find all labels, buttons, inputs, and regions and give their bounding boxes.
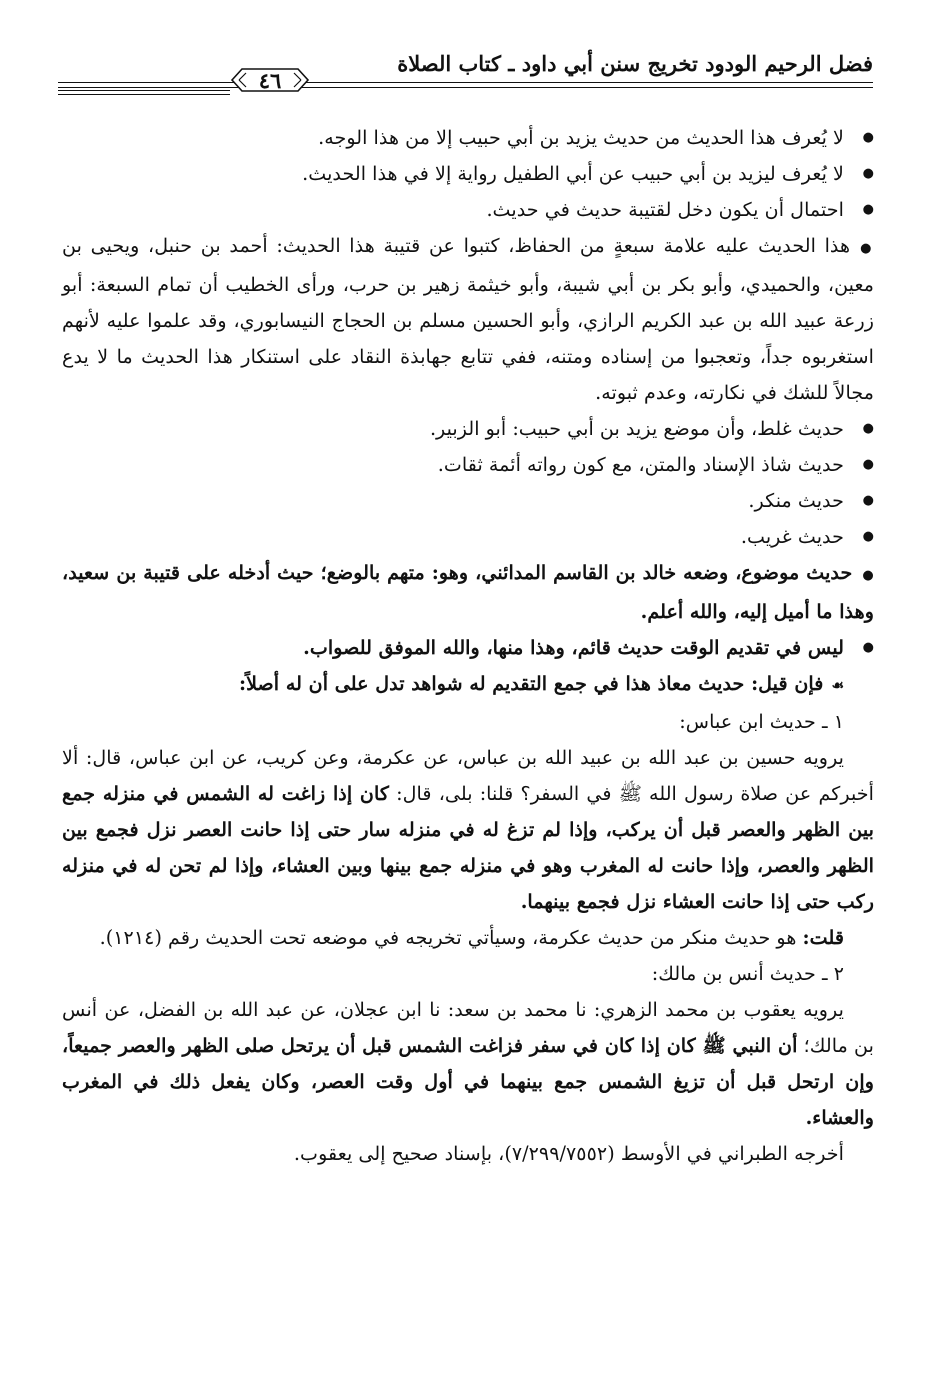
paragraph-bold-text: أن النبي ﷺ كان إذا كان في سفر فزاغت الشمس قبل أن يرتحل صلى الظهر والعصر جميعاً، وإن ارتحل قبل أن تزيغ الشمس جمع بينهما في أول وقت العصر، وكان يفعل ذلك في المغرب والعشاء. <box>62 1034 874 1129</box>
objection-text: فإن قيل: حديث معاذ هذا في جمع التقديم له شواهد تدل على أن له أصلاً: <box>238 672 824 695</box>
paragraph-text: يرويه يعقوب بن محمد الزهري: نا محمد بن سعد: نا ابن عجلان، عن عبد الله بن الفضل، عن أنس بن مالك؛ <box>62 998 875 1057</box>
bullet-item: ● لا يُعرف ليزيد بن أبي حبيب عن أبي الطفيل رواية إلا في هذا الحديث. <box>62 156 874 192</box>
header-rule-left-bottom <box>58 94 230 95</box>
paragraph-bold-text: قلت: <box>802 926 844 949</box>
bullet-item: ● حديث منكر. <box>62 483 874 519</box>
paragraph <box>62 992 874 1136</box>
paragraph-text: هو حديث منكر من حديث عكرمة، وسيأتي تخريجه في موضعه تحت الحديث رقم (١٢١٤). <box>99 926 803 949</box>
running-title: فضل الرحيم الودود تخريج سنن أبي داود ـ كتاب الصلاة <box>397 51 873 76</box>
bullet-item: ● حديث شاذ الإسناد والمتن، مع كون رواته أئمة ثقات. <box>62 447 874 483</box>
header-rule-middle <box>58 87 873 88</box>
page-number-frame <box>230 65 310 95</box>
bullet-text: هذا الحديث عليه علامة سبعةٍ من الحفاظ، كتبوا عن قتيبة هذا الحديث: أحمد بن حنبل، ويحيى بن معين، والحميدي، وأبو بكر بن أبي شيبة، وأبو خيثمة زهير بن حرب، ورأى الخطيب أن تمام السبعة: أبو زرعة عبيد الله بن عبد الكريم الرازي، وأبو الحسين مسلم بن الحجاج النيسابوري، وقد علموا عليه لأنهم استغربوه جداً، وتعجبوا من إسناده ومتنه، ففي تتابع جهابذة النقاد على استنكار هذا الحديث ما لا يدع مجالاً للشك في نكارته، وعدم ثبوته. <box>62 234 874 404</box>
header-rule-left-top <box>58 90 230 91</box>
page-body <box>62 120 874 1172</box>
page-header <box>58 50 873 110</box>
paragraph <box>62 920 874 956</box>
bullet-item: ● حديث غلط، وأن موضع يزيد بن أبي حبيب: أبو الزبير. <box>62 411 874 447</box>
bullet-item-bold: ● ليس في تقديم الوقت حديث قائم، وهذا منها، والله الموفق للصواب. <box>62 630 874 666</box>
section-heading: ١ ـ حديث ابن عباس: <box>679 710 844 733</box>
bullet-item: ● احتمال أن يكون دخل لقتيبة حديث في حديث. <box>62 192 874 228</box>
bullet-item: ● لا يُعرف هذا الحديث من حديث يزيد بن أبي حبيب إلا من هذا الوجه. <box>62 120 874 156</box>
page-number: ٤٦ <box>258 67 282 93</box>
bullet-text: حديث موضوع، وضعه خالد بن القاسم المدائني، وهو: متهم بالوضع؛ حيث أدخله على قتيبة بن سعيد، وهذا ما أميل إليه، والله أعلم. <box>62 561 874 623</box>
section-heading: ٢ ـ حديث أنس بن مالك: <box>651 962 844 985</box>
bullet-dot-icon: ● <box>862 568 874 583</box>
bullet-dot-icon: ● <box>860 241 874 256</box>
bullet-item-long <box>62 228 874 411</box>
bullet-item: ● حديث غريب. <box>62 519 874 555</box>
bullet-item-bold <box>62 555 874 630</box>
paragraph-bold-text: كان إذا زاغت له الشمس في منزله جمع بين الظهر والعصر قبل أن يركب، وإذا لم تزغ له في منزله سار حتى إذا حانت العصر نزل فجمع بين الظهر والعصر، وإذا حانت له المغرب وهو في منزله جمع بينها وبين العشاء، وإذا لم تحن له في منزله ركب حتى إذا حانت العشاء نزل فجمع بينهما. <box>62 782 874 913</box>
header-rule-top <box>58 82 873 83</box>
paragraph <box>62 740 874 920</box>
leaf-icon: ☙ <box>831 678 844 694</box>
paragraph: أخرجه الطبراني في الأوسط (٧/٢٩٩/٧٥٥٢)، بإسناد صحيح إلى يعقوب. <box>293 1142 844 1165</box>
objection-line <box>62 666 874 704</box>
paragraph-text: يرويه حسين بن عبد الله بن عبيد الله بن عباس، عن عكرمة، وعن كريب، عن ابن عباس، قال: ألا أخبركم عن صلاة رسول الله ﷺ في السفر؟ قلنا: بلى، قال: <box>62 746 874 805</box>
